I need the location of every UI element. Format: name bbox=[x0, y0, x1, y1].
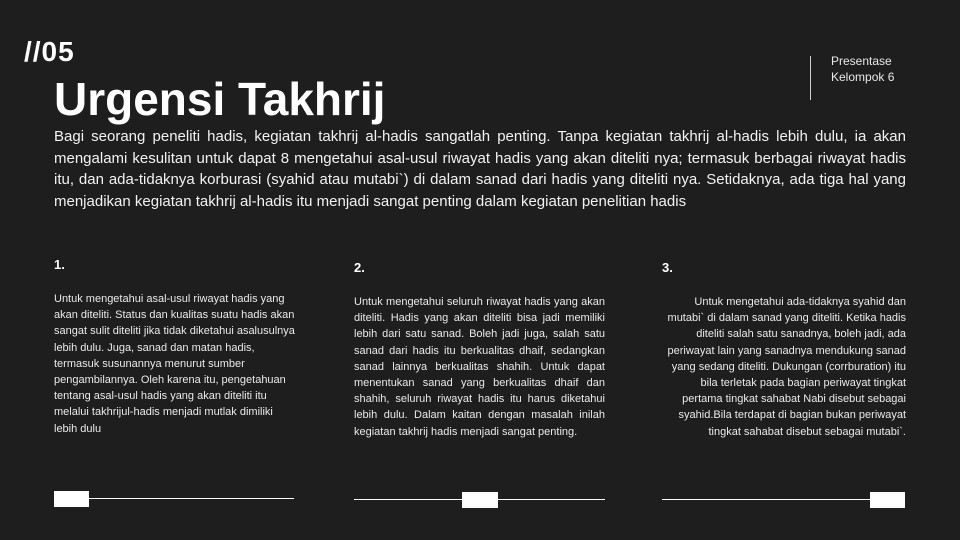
column-2-number: 2. bbox=[354, 260, 365, 275]
slide-number: //05 bbox=[24, 36, 75, 67]
page-title: Urgensi Takhrij bbox=[54, 73, 386, 125]
column-1-rule bbox=[54, 498, 294, 499]
column-1-marker bbox=[54, 491, 89, 507]
column-3-number: 3. bbox=[662, 260, 673, 275]
column-2-text: Untuk mengetahui seluruh riwayat hadis yang akan diteliti. Hadis yang akan diteliti bisa jadi memiliki lebih dari satu sanad. Boleh jadi juga, salah satu sanad dari hadis itu berkualitas dhaif, sedangkan sanad lainnya berkualitas shahih. Untuk dapat menentukan sanad yang berkualitas dhaif dan shahih, seluruh riwayat hadis itu harus diketahui lebih dulu. Dalam kaitan dengan masalah inilah kegiatan takhrij hadis menjadi sangat penting. bbox=[354, 296, 605, 438]
column-2-marker bbox=[462, 492, 498, 508]
presenter-divider bbox=[810, 56, 811, 100]
column-3-text: Untuk mengetahui ada-tidaknya syahid dan mutabi` di dalam sanad yang diteliti. Ketika hadis diteliti salah satu sanadnya, boleh jadi, ada periwayat lain yang sanadnya mendukung sanad yang sedang diteliti. Dukungan (corrburation) itu bila terletak pada bagian periwayat tingkat pertama tingkat sahabat Nabi disebut sebagai syahid.Bila terdapat di bagian bukan periwayat tingkat sahabat disebut sebagai mutabi`. bbox=[667, 296, 906, 438]
presenter-label: Presentase Kelompok 6 bbox=[831, 54, 895, 84]
column-3-marker bbox=[870, 492, 905, 508]
column-1-number: 1. bbox=[54, 257, 65, 272]
column-3-rule bbox=[662, 499, 905, 500]
column-1-text: Untuk mengetahui asal-usul riwayat hadis yang akan diteliti. Status dan kualitas suatu hadis akan sangat sulit diteliti jika tidak diketahui asalusulnya lebih dulu. Juga, sanad dan matan hadis, termasuk susunannya menurut sumber pengambilannya. Oleh karena itu, pengetahuan tentang asal-usul hadis yang akan diteliti itu melalui takhrijul-hadis menjadi mutlak dimiliki lebih dulu bbox=[54, 293, 295, 435]
intro-paragraph: Bagi seorang peneliti hadis, kegiatan takhrij al-hadis sangatlah penting. Tanpa kegiatan takhrij al-hadis lebih dulu, ia akan mengalami kesulitan untuk dapat 8 mengetahui asal-usul riwayat hadis yang akan diteliti nya; termasuk berbagai riwayat hadis itu, dan ada-tidaknya korburasi (syahid atau mutabi`) di dalam sanad dari hadis yang diteliti nya. Setidaknya, ada tiga hal yang menjadikan kegiatan takhrij al-hadis itu menjadi sangat penting dalam kegiatan penelitian hadis bbox=[54, 128, 906, 210]
